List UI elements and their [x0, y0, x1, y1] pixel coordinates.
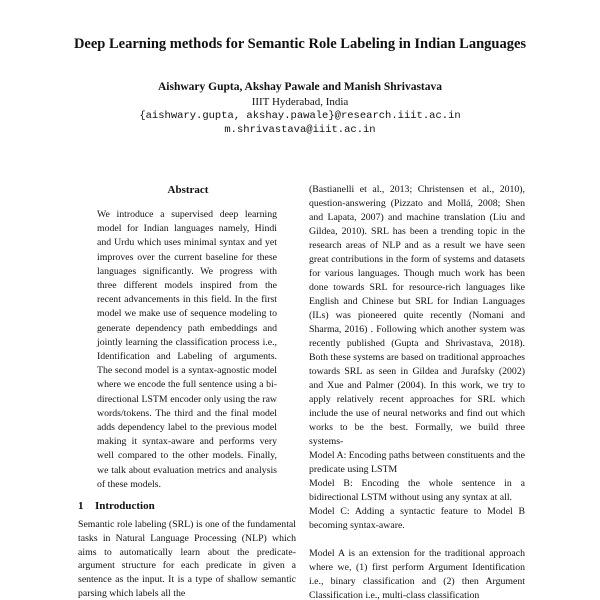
abstract-heading: Abstract — [167, 184, 209, 196]
model-b-description: Model B: Encoding the whole sentence in a bidirectional LSTM without using any syntax at all. — [309, 478, 525, 503]
paper-title: Deep Learning methods for Semantic Role Labeling in Indian Languages — [73, 36, 527, 52]
affiliation: IIIT Hyderabad, India — [251, 96, 349, 108]
introduction-paragraph: Semantic role labeling (SRL) is one of the fundamental tasks in Natural Language Processing (NLP) which aims to automatically learn about the predicate-argument structure for each predicate in given a sentence as the input. It is a type of shallow semantic parsing which labels all the — [78, 519, 296, 599]
intro-continuation-paragraph: (Bastianelli et al., 2013; Christensen et al., 2010), question-answering (Pizzato and Mollá, 2008; Shen and Lapata, 2007) and machine translation (Liu and Gildea, 2010). SRL has been a trending topic in the research areas of NLP and as a result we have seen great contributions in the form of systems and datasets for various languages. Though much work has been done towards SRL for resource-rich languages like English and Chinese but SRL for Indian Languages (ILs) was pioneered quite recently (Nomani and Sharma, 2016) . Following which another system was recently published (Gupta and Shrivastava, 2018). Both these systems are based on traditional approaches towards SRL as seen in Gildea and Jurafsky (2002) and Xue and Palmer (2004). In this work, we try to apply relatively recent approaches for SRL which include the use of neural networks and find out which works to be the best. Formally, we build three systems- — [309, 184, 525, 447]
model-a-description: Model A: Encoding paths between constituents and the predicate using LSTM — [309, 450, 525, 475]
model-c-description: Model C: Adding a syntactic feature to Model B becoming syntax-aware. — [309, 506, 525, 531]
section-title: Introduction — [95, 500, 155, 512]
model-a-detail-paragraph: Model A is an extension for the traditional approach where we, (1) first perform Argument Identification i.e., binary classification and (2) then Argument Classification i.e., multi-class classification — [309, 548, 525, 600]
abstract-body: We introduce a supervised deep learning model for Indian languages namely, Hindi and Urdu which uses minimal syntax and yet improves over the current baseline for these languages significantly. We progress with three different models inspired from the recent advancements in this field. In the first model we make use of sequence modeling to generate dependency path embeddings and jointly learning the classification process i.e., Identification and Labeling of arguments. The second model is a syntax-agnostic model where we encode the full sentence using a bi-directional LSTM encoder only using the raw words/tokens. The third and the final model adds dependency label to the previous model making it syntax-aware and performs very well compared to the other models. Finally, we talk about evaluation metrics and analysis of these models. — [97, 209, 277, 490]
author-emails: {aishwary.gupta, akshay.pawale}@research.iiit.ac.in — [139, 110, 461, 122]
author-email-secondary: m.shrivastava@iiit.ac.in — [224, 124, 376, 136]
section-number: 1 — [78, 500, 84, 512]
section-heading-introduction — [78, 499, 278, 513]
author-list: Aishwary Gupta, Akshay Pawale and Manish Shrivastava — [157, 81, 443, 93]
right-column — [309, 183, 525, 600]
